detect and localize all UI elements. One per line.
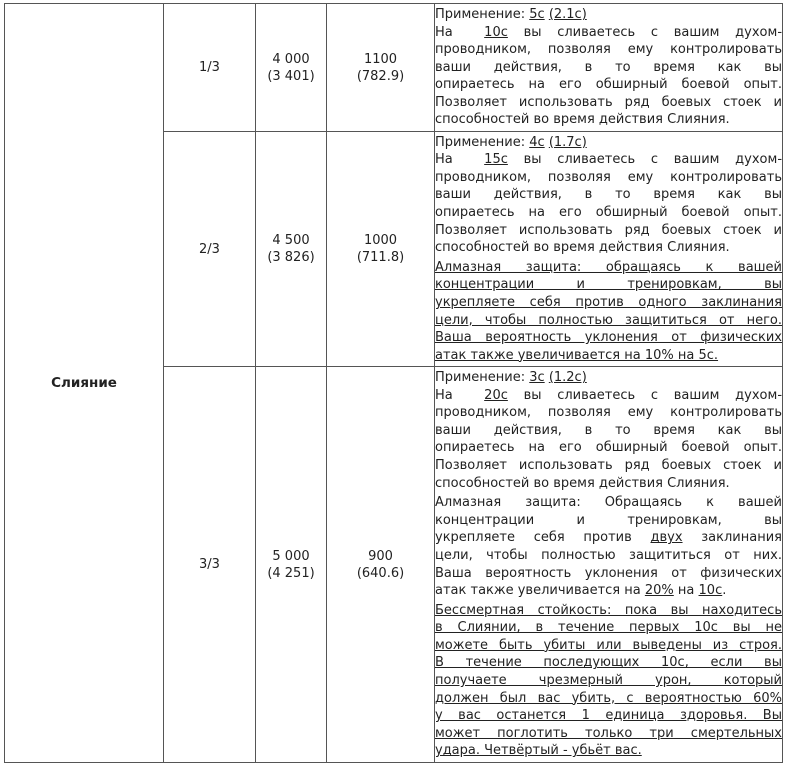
bonus-line: Алмазная защита: Обращаясь к вашей: [435, 495, 782, 511]
cooldown-value: 900: [368, 548, 393, 564]
cost-value: 4 000: [272, 51, 310, 67]
duration-prefix: На: [435, 152, 453, 168]
effect-line: способностей во время действия Слияния.: [435, 475, 730, 491]
rank-value: 2/3: [199, 241, 220, 257]
immortal-line: можете быть убиты или выведены из строя.: [435, 637, 782, 653]
bonus-text: заклинания: [701, 530, 782, 546]
immortal-line: может поглотить только три смертельных: [435, 725, 782, 741]
effect-line: вы сливаетесь с вашим духом-: [523, 24, 783, 40]
duration-prefix: На: [435, 24, 453, 40]
effect-line: Позволяет использовать ряд боевых стоек и: [435, 457, 782, 473]
rank-cell: [164, 367, 256, 763]
duration-value: 20с: [484, 387, 508, 403]
cost-cell: [256, 4, 327, 132]
cast-time-line: [435, 369, 782, 387]
cast-time: 5с: [529, 6, 545, 22]
cooldown-cell: [327, 132, 435, 367]
immortal-line: получаете чрезмерный урон, который: [435, 673, 782, 689]
description-cell: [435, 4, 783, 132]
bonus-line: Ваша вероятность уклонения от физических: [435, 330, 782, 346]
effect-line: ваши действия, в то время как вы: [435, 59, 782, 75]
duration-value: 10с: [484, 24, 508, 40]
effect-line: способностей во время действия Слияния.: [435, 112, 730, 128]
effect-line: вы сливаетесь с вашим духом-: [523, 152, 783, 168]
effect-line: проводником, позволяя ему контролировать: [435, 405, 782, 421]
cast-time-line: [435, 134, 782, 152]
bonus-line: цели, чтобы полностью защититься от них.: [435, 547, 782, 563]
cast-time: 3с: [529, 369, 545, 385]
cast-time-line: [435, 6, 782, 24]
cast-time-alt: (1.2с): [548, 369, 587, 385]
cast-time-alt: (2.1с): [548, 6, 587, 22]
bonus-line: концентрации и тренировкам, вы: [435, 277, 782, 293]
bonus-line: укрепляете себя против одного заклинания: [435, 294, 782, 310]
bonus-line: Алмазная защита: обращаясь к вашей: [435, 259, 782, 275]
bonus-line: концентрации и тренировкам, вы: [435, 512, 782, 528]
effect-line: Позволяет использовать ряд боевых стоек и: [435, 94, 782, 110]
bonus-line: цели, чтобы полностью защититься от него.: [435, 312, 782, 328]
effect-line: проводником, позволяя ему контролировать: [435, 169, 782, 185]
immortal-stance-text: [435, 602, 782, 760]
skill-name-cell: [5, 4, 164, 763]
description-cell: [435, 132, 783, 367]
cast-time: 4с: [529, 134, 545, 150]
bonus-target-count: двух: [650, 530, 683, 546]
effect-line: ваши действия, в то время как вы: [435, 422, 782, 438]
cost-alt-value: (3 401): [267, 68, 315, 84]
skill-table: [4, 3, 783, 763]
cost-value: 4 500: [272, 233, 310, 248]
effect-line: опираетесь на его обширный боевой опыт.: [435, 77, 782, 93]
rank-row-1: [5, 4, 783, 132]
cast-label: Применение:: [435, 134, 526, 150]
rank-value: 1/3: [199, 60, 220, 75]
cost-cell: [256, 367, 327, 763]
immortal-line: удара. Четвёртый - убьёт вас.: [435, 743, 642, 759]
effect-line: проводником, позволяя ему контролировать: [435, 42, 782, 58]
duration-value: 15с: [484, 152, 508, 168]
cost-alt-value: (4 251): [267, 565, 315, 581]
effect-line: ваши действия, в то время как вы: [435, 187, 782, 203]
cost-alt-value: (3 826): [267, 250, 315, 265]
duration-prefix: На: [435, 387, 453, 403]
cast-label: Применение:: [435, 369, 526, 385]
description-cell: [435, 367, 783, 763]
cost-cell: [256, 132, 327, 367]
cooldown-alt-value: (640.6): [356, 565, 405, 581]
immortal-line: у вас останется 1 единица здоровья. Вы: [435, 708, 782, 724]
cast-label: Применение:: [435, 6, 526, 22]
immortal-line: в Слиянии, в течение первых 10с вы не: [435, 620, 782, 636]
effect-line: опираетесь на его обширный боевой опыт.: [435, 440, 782, 456]
effect-text: [435, 151, 782, 257]
effect-line: Позволяет использовать ряд боевых стоек и: [435, 222, 782, 238]
dodge-duration: 10с: [698, 583, 723, 599]
effect-line: опираетесь на его обширный боевой опыт.: [435, 205, 782, 221]
cooldown-value: 1100: [363, 51, 398, 67]
diamond-defense-text: [435, 494, 782, 600]
bonus-line: Ваша вероятность уклонения от физических: [435, 565, 782, 581]
bonus-line: атак также увеличивается на 10% на 5с.: [435, 347, 719, 363]
effect-text: [435, 24, 782, 130]
rank-cell: [164, 132, 256, 367]
dodge-percent: 20%: [644, 583, 674, 599]
cooldown-value: 1000: [363, 233, 398, 248]
cooldown-alt-value: (711.8): [356, 250, 405, 265]
cost-value: 5 000: [272, 548, 310, 564]
bonus-text: .: [722, 583, 727, 599]
cooldown-cell: [327, 367, 435, 763]
immortal-line: В течение последующих 10с, если вы: [435, 655, 782, 671]
immortal-line: должен был вас убить, с вероятностью 60%: [435, 690, 782, 706]
bonus-text: на: [677, 583, 695, 599]
rank-value: 3/3: [199, 557, 220, 572]
skill-name: Слияние: [51, 375, 117, 391]
bonus-text: атак также увеличивается на: [435, 583, 641, 599]
diamond-defense-text: [435, 259, 782, 365]
effect-text: [435, 387, 782, 493]
bonus-text: укрепляете себя против: [435, 530, 632, 546]
cooldown-cell: [327, 4, 435, 132]
effect-line: способностей во время действия Слияния.: [435, 240, 730, 256]
immortal-line: Бессмертная стойкость: пока вы находитесь: [435, 602, 782, 618]
cast-time-alt: (1.7с): [548, 134, 587, 150]
rank-cell: [164, 4, 256, 132]
effect-line: вы сливаетесь с вашим духом-: [523, 387, 783, 403]
cooldown-alt-value: (782.9): [356, 68, 405, 84]
